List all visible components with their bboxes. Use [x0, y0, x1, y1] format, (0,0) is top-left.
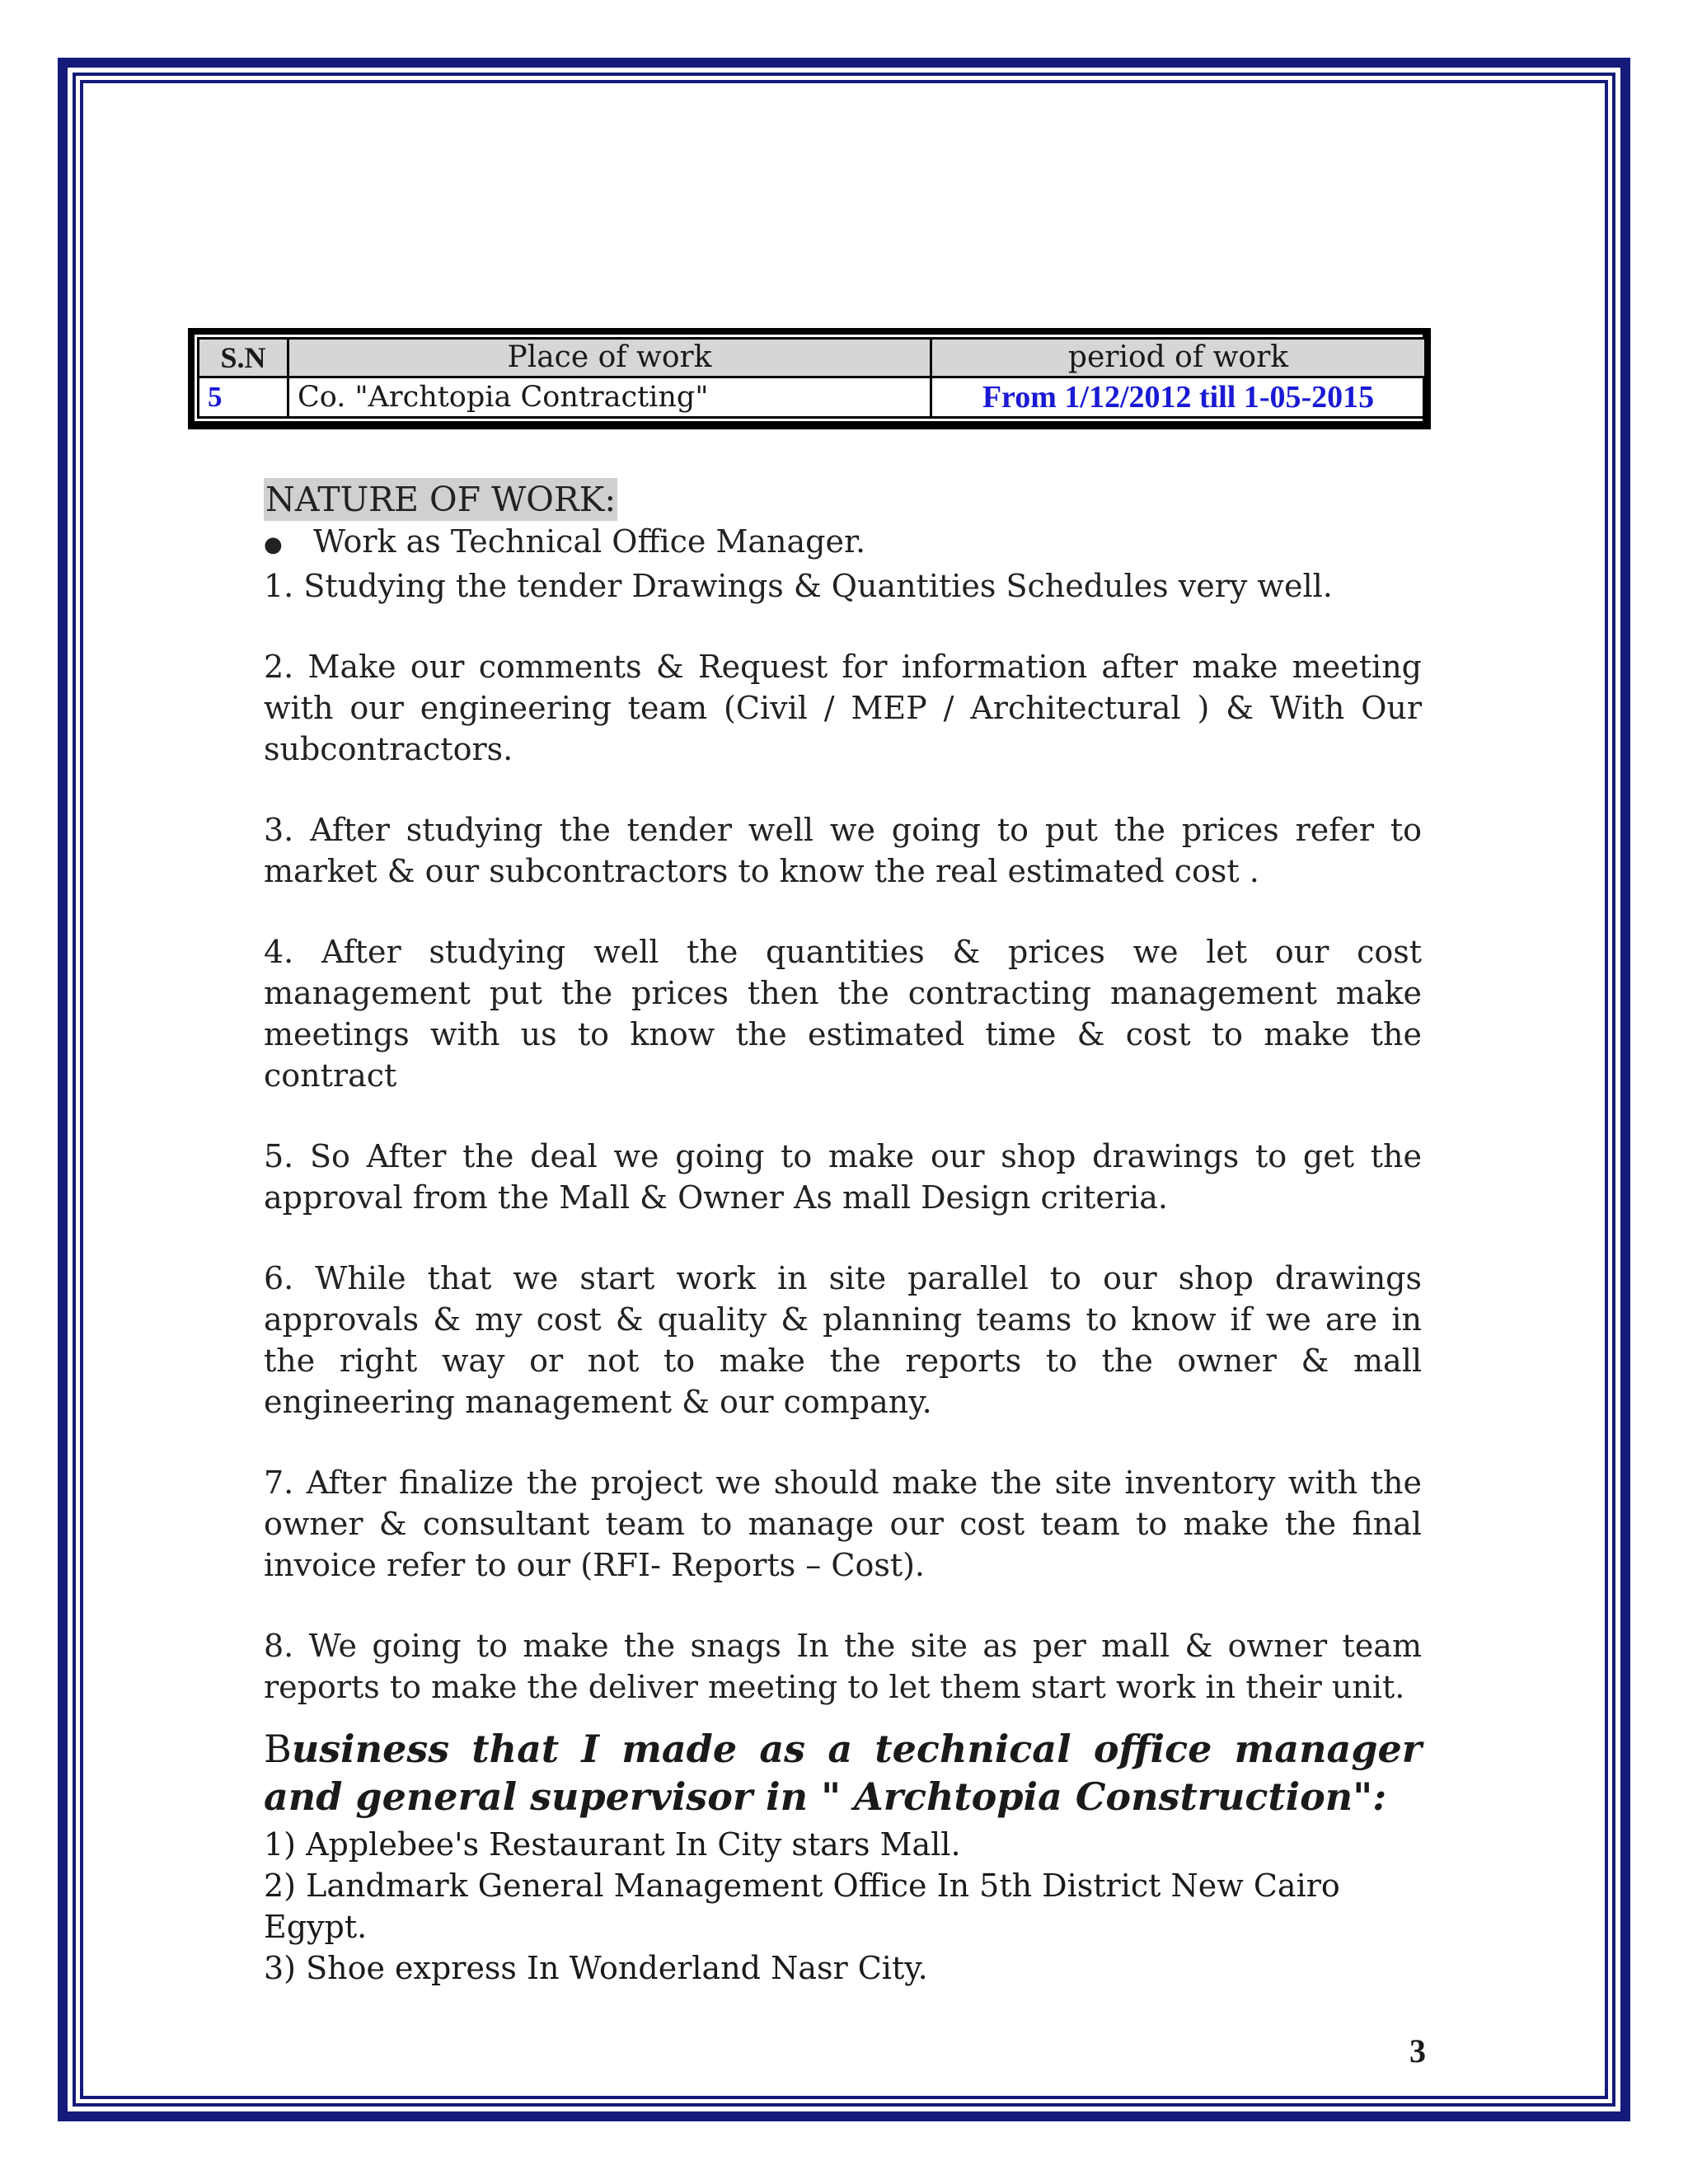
cell-sn: 5: [199, 377, 288, 418]
duty-item-6: 6. While that we start work in site parallel to our shop drawings approvals & my cost & quality & planning teams to know if we are in the right way or not to make the reports to the owner & mall engineering management & our company.: [264, 1259, 1422, 1420]
list-item: 1) Applebee's Restaurant In City stars Mall.: [264, 1826, 961, 1863]
role-bullet: [264, 521, 1422, 565]
nature-of-work-section: [264, 478, 1422, 1747]
business-heading-initial: B: [264, 1727, 292, 1771]
duty-item-1: 1. Studying the tender Drawings & Quantities Schedules very well.: [264, 567, 1333, 604]
duty-item-8: 8. We going to make the snags In the site as per mall & owner team reports to make the deliver meeting to let them start work in their unit.: [264, 1627, 1422, 1705]
work-history-table: [188, 328, 1431, 429]
duty-item-5: 5. So After the deal we going to make our shop drawings to get the approval from the Mall & Owner As mall Design criteria.: [264, 1137, 1422, 1216]
table-row: [199, 377, 1426, 418]
page-number: 3: [1409, 2032, 1426, 2069]
role-text: Work as Technical Office Manager.: [313, 523, 866, 560]
list-item: 3) Shoe express In Wonderland Nasr City.: [264, 1950, 928, 1986]
nature-of-work-heading: NATURE OF WORK:: [265, 480, 617, 519]
table-header-row: [199, 339, 1426, 377]
header-period-of-work: period of work: [931, 339, 1426, 377]
business-heading: [264, 1725, 1422, 1821]
duty-item-3: 3. After studying the tender well we going to put the prices refer to market & our subcontractors to know the real estimated cost .: [264, 811, 1422, 889]
business-projects-list: [264, 1824, 1422, 1989]
duty-item-7: 7. After finalize the project we should make the site inventory with the owner & consultant team to manage our cost team to make the final invoice refer to our (RFI- Reports – Cost).: [264, 1464, 1422, 1583]
duty-item-4: 4. After studying well the quantities & prices we let our cost management put the prices then the contracting management make meetings with us to know the estimated time & cost to make the contract: [264, 933, 1422, 1094]
business-heading-text: usiness that I made as a technical office manager and general supervisor in " Archtopia Construction":: [264, 1727, 1422, 1819]
cell-place-of-work: Co. "Archtopia Contracting": [288, 377, 931, 418]
list-item: 2) Landmark General Management Office In 5th District New Cairo Egypt.: [264, 1868, 1340, 1945]
header-place-of-work: Place of work: [288, 339, 931, 377]
duty-item-2: 2. Make our comments & Request for information after make meeting with our engineering team (Civil / MEP / Architectural ) & With Our subcontractors.: [264, 648, 1422, 767]
cell-period-of-work: From 1/12/2012 till 1-05-2015: [931, 377, 1426, 418]
bullet-icon: ●: [264, 532, 283, 557]
header-sn: S.N: [199, 339, 288, 377]
